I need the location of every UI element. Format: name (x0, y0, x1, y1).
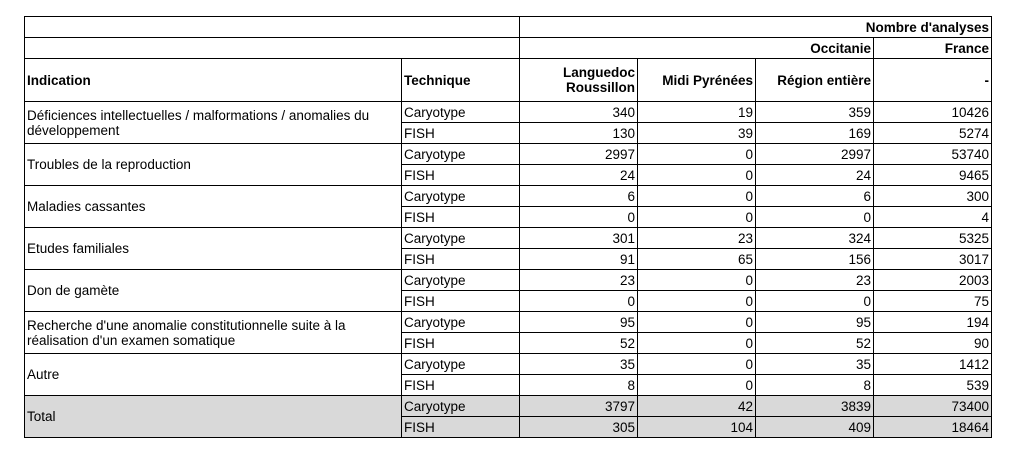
technique-cell: Caryotype (402, 144, 520, 165)
value-midi-pyrenees: 39 (638, 123, 756, 144)
value-languedoc-roussillon: 0 (520, 207, 638, 228)
header-row-3 (25, 59, 992, 102)
table-row (25, 102, 992, 123)
header-technique: Technique (402, 59, 520, 102)
header-super: Nombre d'analyses (520, 17, 992, 38)
value-midi-pyrenees: 0 (638, 144, 756, 165)
header-region-entiere: Région entière (756, 59, 874, 102)
value-region-entiere: 3839 (756, 396, 874, 417)
header-midi-pyrenees: Midi Pyrénées (638, 59, 756, 102)
value-france: 10426 (874, 102, 992, 123)
value-midi-pyrenees: 0 (638, 207, 756, 228)
technique-cell: Caryotype (402, 270, 520, 291)
header-blank (25, 38, 520, 59)
table-row (25, 144, 992, 165)
value-midi-pyrenees: 0 (638, 375, 756, 396)
value-region-entiere: 6 (756, 186, 874, 207)
value-region-entiere: 0 (756, 291, 874, 312)
value-france: 75 (874, 291, 992, 312)
header-lr-line2: Roussillon (565, 80, 635, 95)
header-region: Occitanie (520, 38, 874, 59)
value-languedoc-roussillon: 6 (520, 186, 638, 207)
value-midi-pyrenees: 0 (638, 354, 756, 375)
header-lr-line1: Languedoc (562, 65, 635, 80)
value-region-entiere: 23 (756, 270, 874, 291)
technique-cell: FISH (402, 207, 520, 228)
value-languedoc-roussillon: 301 (520, 228, 638, 249)
value-region-entiere: 324 (756, 228, 874, 249)
indication-cell: Etudes familiales (25, 228, 402, 270)
header-country: France (874, 38, 992, 59)
value-midi-pyrenees: 0 (638, 270, 756, 291)
value-languedoc-roussillon: 52 (520, 333, 638, 354)
value-region-entiere: 35 (756, 354, 874, 375)
value-france: 73400 (874, 396, 992, 417)
value-france: 5274 (874, 123, 992, 144)
value-languedoc-roussillon: 8 (520, 375, 638, 396)
table-row (25, 228, 992, 249)
technique-cell: FISH (402, 333, 520, 354)
value-midi-pyrenees: 104 (638, 417, 756, 438)
value-midi-pyrenees: 23 (638, 228, 756, 249)
value-region-entiere: 24 (756, 165, 874, 186)
technique-cell: FISH (402, 249, 520, 270)
indication-cell: Déficiences intellectuelles / malformations / anomalies du développement (25, 102, 402, 144)
value-region-entiere: 95 (756, 312, 874, 333)
indication-cell: Troubles de la reproduction (25, 144, 402, 186)
value-region-entiere: 156 (756, 249, 874, 270)
indication-cell: Don de gamète (25, 270, 402, 312)
technique-cell: FISH (402, 417, 520, 438)
value-region-entiere: 8 (756, 375, 874, 396)
technique-cell: Caryotype (402, 396, 520, 417)
table-row (25, 270, 992, 291)
value-languedoc-roussillon: 305 (520, 417, 638, 438)
technique-cell: Caryotype (402, 312, 520, 333)
indication-cell: Recherche d'une anomalie constitutionnelle suite à la réalisation d'un examen somatique (25, 312, 402, 354)
value-region-entiere: 52 (756, 333, 874, 354)
table-row (25, 354, 992, 375)
table-body (25, 102, 992, 438)
header-row-1 (25, 17, 992, 38)
technique-cell: Caryotype (402, 102, 520, 123)
header-indication: Indication (25, 59, 402, 102)
value-france: 53740 (874, 144, 992, 165)
analyses-table (24, 16, 992, 438)
technique-cell: FISH (402, 123, 520, 144)
technique-cell: Caryotype (402, 186, 520, 207)
technique-cell: Caryotype (402, 228, 520, 249)
value-midi-pyrenees: 0 (638, 333, 756, 354)
value-midi-pyrenees: 0 (638, 165, 756, 186)
technique-cell: Caryotype (402, 354, 520, 375)
technique-cell: FISH (402, 375, 520, 396)
value-france: 2003 (874, 270, 992, 291)
value-languedoc-roussillon: 35 (520, 354, 638, 375)
value-midi-pyrenees: 65 (638, 249, 756, 270)
value-region-entiere: 0 (756, 207, 874, 228)
value-languedoc-roussillon: 130 (520, 123, 638, 144)
header-row-2 (25, 38, 992, 59)
value-languedoc-roussillon: 23 (520, 270, 638, 291)
value-region-entiere: 359 (756, 102, 874, 123)
value-languedoc-roussillon: 95 (520, 312, 638, 333)
value-languedoc-roussillon: 340 (520, 102, 638, 123)
technique-cell: FISH (402, 291, 520, 312)
value-midi-pyrenees: 0 (638, 186, 756, 207)
value-france: 1412 (874, 354, 992, 375)
value-france: 18464 (874, 417, 992, 438)
value-languedoc-roussillon: 24 (520, 165, 638, 186)
value-france: 4 (874, 207, 992, 228)
value-france: 5325 (874, 228, 992, 249)
value-languedoc-roussillon: 2997 (520, 144, 638, 165)
value-region-entiere: 409 (756, 417, 874, 438)
header-france: - (874, 59, 992, 102)
value-france: 3017 (874, 249, 992, 270)
table-row (25, 312, 992, 333)
table-row (25, 186, 992, 207)
value-languedoc-roussillon: 91 (520, 249, 638, 270)
total-label: Total (25, 396, 402, 438)
value-france: 194 (874, 312, 992, 333)
value-midi-pyrenees: 0 (638, 312, 756, 333)
value-midi-pyrenees: 0 (638, 291, 756, 312)
value-languedoc-roussillon: 0 (520, 291, 638, 312)
value-region-entiere: 2997 (756, 144, 874, 165)
technique-cell: FISH (402, 165, 520, 186)
header-blank (25, 17, 520, 38)
value-france: 90 (874, 333, 992, 354)
indication-cell: Autre (25, 354, 402, 396)
value-region-entiere: 169 (756, 123, 874, 144)
value-france: 539 (874, 375, 992, 396)
value-france: 300 (874, 186, 992, 207)
table-row (25, 396, 992, 417)
value-france: 9465 (874, 165, 992, 186)
header-languedoc-roussillon (520, 59, 638, 102)
value-languedoc-roussillon: 3797 (520, 396, 638, 417)
value-midi-pyrenees: 19 (638, 102, 756, 123)
value-midi-pyrenees: 42 (638, 396, 756, 417)
indication-cell: Maladies cassantes (25, 186, 402, 228)
